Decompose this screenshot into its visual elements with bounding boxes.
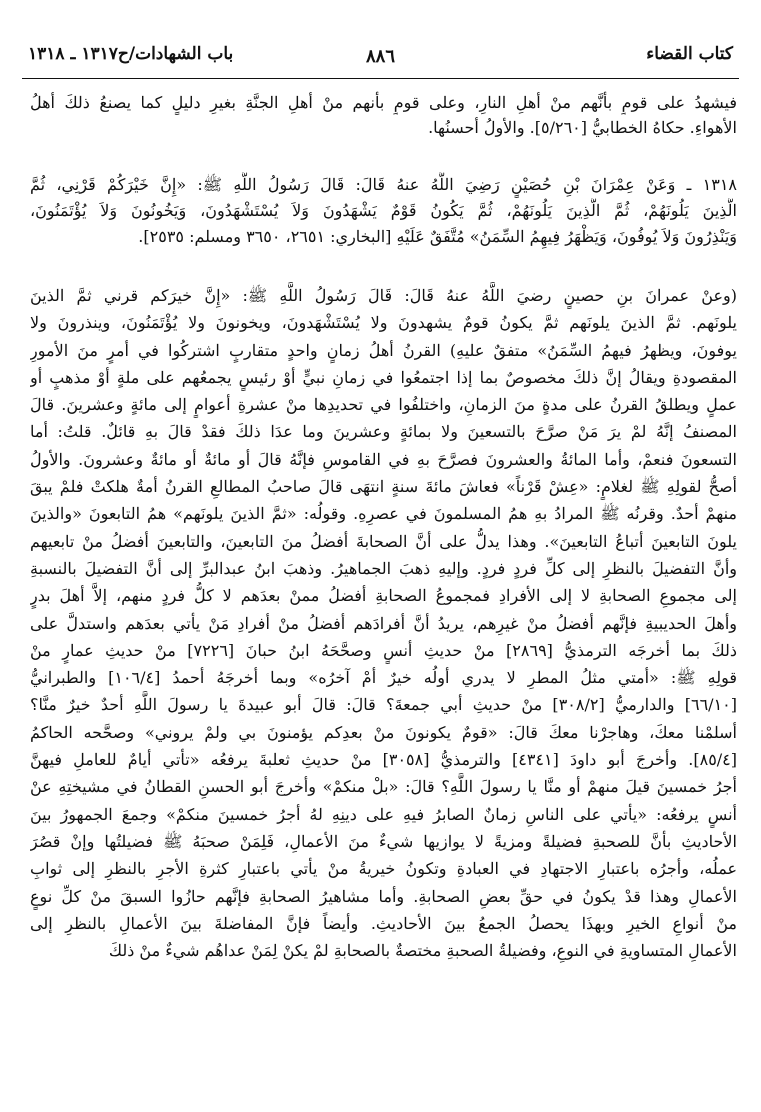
text-line: وَيَنْذِرُونَ وَلاَ يُوفُونَ، وَيَظْهَرُ فِيهِمُ السِّمَنُ» مُتَّفَقٌ عَلَيْهِ [البخاري: ٢٦٥١، ٣٦٥٠ ومسلم: ٢٥٣٥]. <box>138 227 737 246</box>
text-line: [٦٦/١٠] والدارميُّ [٣٠٨/٢] منْ حديثِ أبي جمعةَ؟ قالَ: قالَ أبو عبيدةَ يا رسولَ اللَّهِ أحدٌ خيرٌ منَّا؟ <box>30 695 737 715</box>
text-line: أصحُّ لقولِهِ ﷺ لغلامٍ: «عِشْ قَرْناً» فعاشَ مائةَ سنةٍ انتهَى قالَ صاحبُ المطالعِ القرنُ أمةٌ هلكتْ فلمْ يبقَ <box>30 477 737 497</box>
page-number: ٨٨٦ <box>365 46 395 67</box>
text-line: عملٍ ويطلقُ القرنُ على مدةٍ منَ الزمانِ، واختلفُوا في تحديدِها منْ عشرةِ أعوامٍ إلى مائةٍ وعشرينَ. قالَ <box>30 395 737 415</box>
chapter-title: باب الشهادات/ح١٣١٧ ـ ١٣١٨ <box>28 44 234 64</box>
text-line: الأعمالِ وهذا قدْ يكونُ في حقِّ بعضِ الصحابةِ. وأما مشاهيرُ الصحابةِ فإنَّهم حازُوا السبقَ منْ كلِّ نوعٍ <box>30 886 737 906</box>
text-line: التسعونَ فنعمْ، وأما المائةُ والعشرونَ فصرَّحَ بهِ في القاموسِ فإنَّهُ قالَ أو مائةٌ أو مائةٌ وعشرونَ. والأولُ <box>30 449 737 469</box>
opening-paragraph <box>30 90 737 140</box>
text-line: عملُه، وأجرُه باعتبارِ الاجتهادِ في العبادةِ وتكونُ خيريةُ منْ يأتي باعتبارِ كثرةِ الأجرِ بالنظرِ إلى ثوابِ <box>30 859 737 879</box>
text-line: الأعمالِ المتساويةِ في النوعِ، وفضيلةُ الصحبةِ مختصةٌ بالصحابةِ لمْ يكنْ لِمَنْ عداهُم شيءٌ منْ ذلكَ <box>108 941 737 961</box>
text-line: قولِهِ ﷺ: «أمتي مثلُ المطرِ لا يدري أولُه خيرٌ أمْ آخرُه» وبما أخرجَهُ أحمدُ [١٠٦/٤] والطبرانيُّ <box>30 668 737 688</box>
hadith-text <box>30 172 737 250</box>
header-rule <box>22 78 739 79</box>
text-line: الأهواءِ. حكاهُ الخطابيُّ [٥/٢٦٠]. والأولُ أحسنُها. <box>428 118 737 137</box>
text-line: الأحاديثِ بأنَّ للصحبةِ فضيلةً ومزيةً لا يوازيها شيءٌ منَ الأعمالِ، فَلِمَنْ صحبَهُ ﷺ فضيلتُها وإنْ قصُرَ <box>30 831 737 851</box>
text-line: [٨٥/٤]. وأخرجَ أبو داودَ [٤٣٤١] والترمذيُّ [٣٠٥٨] منْ حديثِ ثعلبةَ يرفعُه «تأتي أيامٌ للعاملِ فيهنَّ <box>30 750 737 770</box>
text-line: فيشهدُ على قومٍ بأنَّهم منْ أهلِ النارِ، وعلى قومٍ بأنهم منْ أهلِ الجنَّةِ بغيرِ دليلٍ كما يصنعُ ذلكَ أهلُ <box>30 93 737 112</box>
text-line: منهمْ أحدٌ. وقرنُه ﷺ المرادُ بهِ همُ المسلمونَ في عصرِهِ. وقولُه: «ثمَّ الذينَ يلونَهم» همُ التابعونَ «والذينَ <box>30 504 737 524</box>
commentary-text <box>30 282 737 964</box>
text-line: الَّذِينَ يَلُونَهُمْ، ثُمَّ الَّذِينَ يَلُونَهُمْ، ثُمَّ يَكُونُ قَوْمٌ يَشْهَدُونَ وَلاَ يُسْتَشْهَدُونَ، وَيَخُونُونَ وَلاَ يُؤْتَمَنُونَ، <box>30 201 737 220</box>
text-line: أنسٍ يرفعُه: «يأتي على الناسِ زمانٌ الصابرُ فيهِ على دينِهِ لهُ أجرُ خمسينَ منكمْ» وجمعَ الجمهورُ بينَ <box>30 804 737 824</box>
text-line: منْ أنواعِ الخيرِ وبهذَا يحصلُ الجمعُ بينَ الأحاديثِ. وأيضاً فإنَّ المفاضلةَ بينَ الأعمالِ بالنظرِ إلى <box>30 913 737 933</box>
text-line: وأنَّ التفضيلَ بالنظرِ إلى كلِّ فردٍ فردٍ. وإليهِ ذهبَ الجماهيرُ. وذهبَ ابنُ عبدالبرِّ إلى أنَّ التفضيلَ بالنسبةِ <box>30 558 737 578</box>
text-line: يلونَهم. ثمَّ الذينَ يلونَهم ثمَّ يكونُ قومٌ يشهدونَ ولا يُسْتَشْهَدونَ، ويخونونَ ولا يُؤْتَمَنُونَ، وينذرونَ ولا <box>30 313 737 333</box>
text-line: (وعنْ عمرانَ بنِ حصينٍ رضيَ اللَّهُ عنهُ قَالَ: قَالَ رَسُولُ اللَّهِ ﷺ: «إِنَّ خيرَكم قرني ثمَّ الذينَ <box>30 286 737 305</box>
text-line: يلونَ التابعينَ أتباعُ التابعينَ». وهذا يدلُّ على أنَّ الصحابةَ أفضلُ منَ التابعينَ، والتابعينَ أفضلُ منْ تابعيهم <box>30 531 737 551</box>
text-line: ذلكَ بما أخرجَه الترمذيُّ [٢٨٦٩] منْ حديثِ أنسٍ وصحَّحَهُ ابنُ حبانَ [٧٢٢٦] منْ حديثِ عمارٍ منْ <box>30 640 737 660</box>
text-line: أجرُ خمسينَ قيلَ منهمْ أو منَّا يا رسولَ اللَّهِ؟ قالَ: «بلْ منكمْ» وأخرجَ أبو الحسنِ القطانُ في مشيختِهِ عنْ <box>30 777 737 797</box>
text-line: ١٣١٨ ـ وَعَنْ عِمْرَانَ بْنِ حُصَيْنٍ رَضِيَ اللَّهُ عنهُ قَالَ: قَالَ رَسُولُ اللَّهِ ﷺ: «إِنَّ خَيْرَكُمْ قَرْنِي، ثُمَّ <box>30 175 737 194</box>
book-title: كتاب القضاء <box>646 44 733 64</box>
text-line: إلى مجموعِ الصحابةِ لا إلى الأفرادِ فمجموعُ الصحابةِ أفضلُ ممنْ بعدَهم لا كلُّ فردٍ منهم، إلاَّ أهلَ بدرٍ <box>30 586 737 606</box>
text-line: وأهلَ الحديبيةِ فإنَّهم أفضلُ منْ غيرِهم، يريدُ أنَّ أفرادَهم أفضلُ منْ أفرادِ مَنْ يأتي بعدَهم واستدلَّ على <box>30 613 737 633</box>
page-header <box>24 44 737 78</box>
text-line: يوفونَ، ويظهرُ فيهمُ السِّمَنُ» متفقٌ عليهِ) القرنُ أهلُ زمانٍ واحدٍ متقاربٍ اشتركُوا في أمرٍ منَ الأمورِ <box>30 340 737 360</box>
text-line: المقصودةِ ويقالُ إنَّ ذلكَ مخصوصٌ بما إذا اجتمعُوا في زمانِ نبيٍّ أوْ رئيسٍ يجمعُهم على ملةٍ أوْ مذهبٍ أو <box>30 367 737 387</box>
text-line: المصنفُ إنَّهُ لمْ يرَ مَنْ صرَّحَ بالتسعينَ ولا بمائةٍ وعشرينَ وما عدَا ذلكَ فقدْ قالَ بهِ قائلٌ. قلتُ: أما <box>30 422 737 442</box>
text-line: أسلمْنا معكَ، وهاجرْنا معكَ قالَ: «قومٌ يكونونَ منْ بعدِكم يؤمنونَ بي ولمْ يروني» وصحَّحه الحاكمُ <box>30 722 737 742</box>
